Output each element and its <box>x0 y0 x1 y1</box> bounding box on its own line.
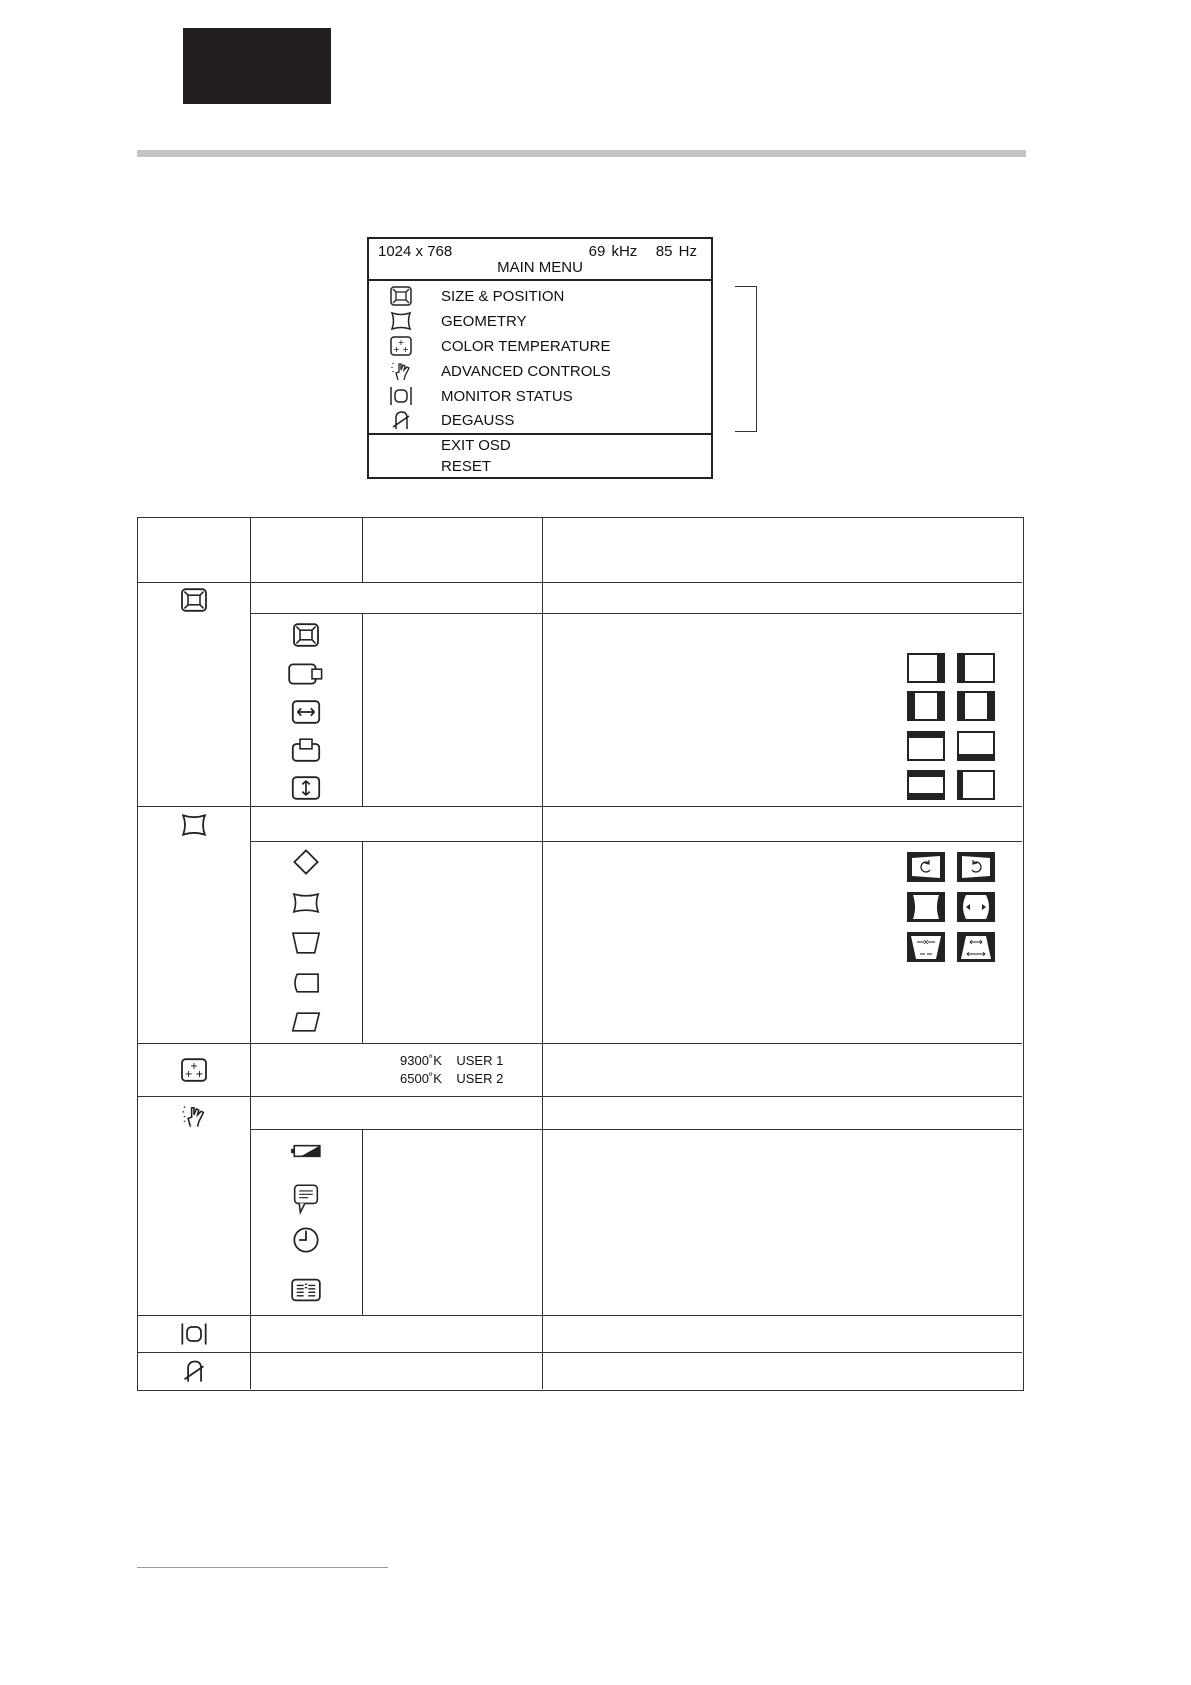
pincushion-in-demo <box>907 892 945 922</box>
osd-item-degauss[interactable] <box>389 409 515 431</box>
color-temp-options-row1: 9300˚K USER 1 <box>400 1053 504 1068</box>
table-col-divider <box>362 1129 363 1315</box>
menu-bracket <box>735 286 757 432</box>
osd-divider <box>369 279 711 281</box>
advanced-controls-icon <box>174 1102 214 1130</box>
osd-item-geometry[interactable] <box>389 310 527 332</box>
v-position-down-demo <box>957 731 995 761</box>
svg-text:+: + <box>402 345 409 354</box>
osd-item-label: MONITOR STATUS <box>441 387 573 405</box>
osd-item-advanced-controls[interactable] <box>389 360 611 382</box>
advanced-controls-icon <box>389 360 413 382</box>
v-position-up-demo <box>907 731 945 761</box>
page-tab-marker <box>183 28 331 104</box>
h-position-left-demo <box>907 653 945 683</box>
degauss-icon <box>389 409 413 431</box>
monitor-status-icon <box>389 385 413 407</box>
svg-text:+: + <box>397 338 405 347</box>
table-col-divider <box>250 518 251 1389</box>
osd-item-monitor-status[interactable] <box>389 385 573 407</box>
vertical-position-icon <box>286 736 326 764</box>
auto-setup-icon <box>286 621 326 649</box>
trapezoid-wide-demo <box>957 932 995 962</box>
trapezoid-icon <box>286 929 326 957</box>
vertical-size-icon <box>286 774 326 802</box>
h-position-right-demo <box>957 653 995 683</box>
osd-resolution: 1024 x 768 <box>378 243 453 260</box>
osd-language-icon <box>286 1186 326 1214</box>
osd-item-label: DEGAUSS <box>441 411 515 429</box>
h-size-small-demo <box>907 691 945 721</box>
osd-item-label: ADVANCED CONTROLS <box>441 362 611 380</box>
h-size-large-demo <box>957 691 995 721</box>
osd-reset-item[interactable]: RESET <box>441 458 492 475</box>
trapezoid-narrow-demo <box>907 932 945 962</box>
rotation-icon <box>286 848 326 876</box>
svg-text:+: + <box>393 345 400 354</box>
header-rule <box>137 150 1026 157</box>
pincushion-out-demo <box>957 892 995 922</box>
pin-balance-icon <box>286 969 326 997</box>
footnote-rule <box>137 1567 388 1568</box>
table-col-divider <box>362 518 363 582</box>
table-row-divider <box>138 1315 1022 1316</box>
parallelogram-icon <box>286 1008 326 1036</box>
monitor-status-icon <box>174 1320 214 1348</box>
rotation-cw-demo <box>957 852 995 882</box>
v-size-large-demo <box>957 770 995 800</box>
power-saving-icon <box>286 1137 326 1165</box>
geometry-icon <box>389 310 413 332</box>
degauss-icon <box>174 1357 214 1385</box>
osd-item-label: SIZE & POSITION <box>441 287 565 305</box>
color-temperature-icon <box>389 335 413 357</box>
pincushion-icon <box>286 889 326 917</box>
table-row-divider <box>250 841 1022 842</box>
table-col-divider <box>362 613 363 806</box>
osd-item-label: GEOMETRY <box>441 312 527 330</box>
table-row-divider <box>138 1096 1022 1097</box>
table-row-divider <box>138 582 1022 583</box>
v-size-small-demo <box>907 770 945 800</box>
color-temp-options-row2: 6500˚K USER 2 <box>400 1071 504 1086</box>
osd-frequencies: 69 kHz 85 Hz <box>588 243 697 260</box>
svg-text:+: + <box>189 1060 199 1072</box>
table-col-divider <box>362 841 363 1043</box>
geometry-icon <box>174 811 214 839</box>
osd-item-label: COLOR TEMPERATURE <box>441 337 611 355</box>
color-temperature-icon <box>174 1056 214 1084</box>
size-position-icon <box>389 285 413 307</box>
table-row-divider <box>250 613 1022 614</box>
horizontal-size-icon <box>286 698 326 726</box>
osd-item-color-temperature[interactable] <box>389 335 611 357</box>
table-col-divider <box>542 518 543 1389</box>
osd-title: MAIN MENU <box>497 259 583 276</box>
osd-main-menu <box>367 237 713 479</box>
osd-exit-item[interactable]: EXIT OSD <box>441 437 511 454</box>
rotation-ccw-demo <box>907 852 945 882</box>
table-row-divider <box>138 806 1022 807</box>
osd-divider <box>369 433 711 435</box>
table-row-divider <box>138 1352 1022 1353</box>
table-row-divider <box>250 1129 1022 1130</box>
osd-position-icon <box>286 1276 326 1304</box>
svg-text:+: + <box>184 1069 193 1081</box>
table-row-divider <box>138 1043 1022 1044</box>
horizontal-position-icon <box>286 660 326 688</box>
osd-item-size-position[interactable] <box>389 285 565 307</box>
function-table <box>137 517 1024 1391</box>
svg-text:+: + <box>195 1069 204 1081</box>
osd-timeout-icon <box>286 1226 326 1254</box>
size-position-icon <box>174 586 214 614</box>
